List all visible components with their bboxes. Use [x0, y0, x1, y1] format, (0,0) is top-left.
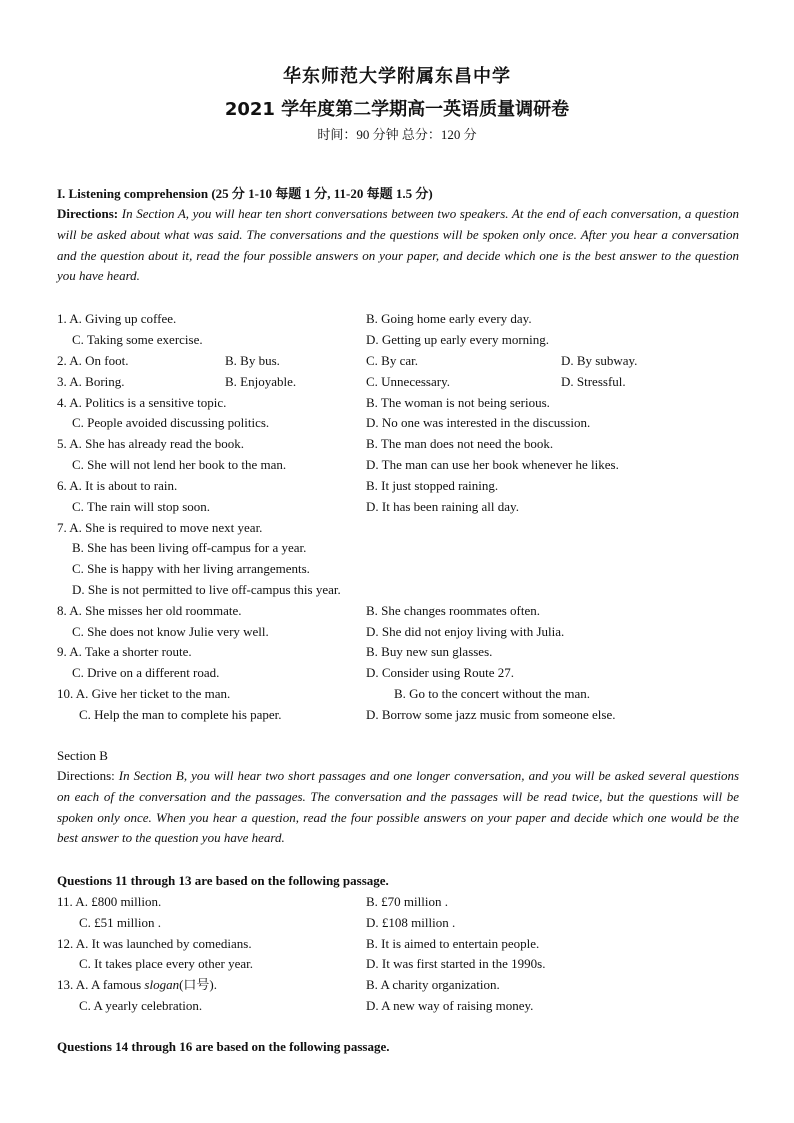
q1-option-c: C. Taking some exercise. — [72, 332, 203, 347]
q12-option-d: D. It was first started in the 1990s. — [366, 956, 546, 971]
q8-option-b: B. She changes roommates often. — [366, 603, 541, 618]
school-title: 华东师范大学附属东昌中学 — [283, 66, 511, 87]
q6-option-b: B. It just stopped raining. — [366, 478, 499, 493]
q3-option-c: C. Unnecessary. — [366, 374, 450, 389]
q1-option-b: B. Going home early every day. — [366, 311, 532, 326]
q11-option-b: B. £70 million . — [366, 894, 448, 909]
q7-option-b: B. She has been living off-campus for a year. — [72, 540, 307, 555]
q4-option-d: D. No one was interested in the discussion. — [366, 415, 591, 430]
exam-title: 2021 学年度第二学期高一英语质量调研卷 — [224, 99, 570, 120]
q10-option-a: 10. A. Give her ticket to the man. — [57, 686, 231, 701]
question-group-14-16: Questions 14 through 16 are based on the following passage. — [57, 1039, 390, 1054]
q8-option-c: C. She does not know Julie very well. — [72, 624, 269, 639]
q13-option-b: B. A charity organization. — [366, 977, 500, 992]
q11-option-a: 11. A. £800 million. — [57, 894, 162, 909]
q6-option-c: C. The rain will stop soon. — [72, 499, 211, 514]
directions-text: In Section A, you will hear ten short conversations between two speakers. At the end of each conversation, a question will be asked about what was said. The conversations and the questions will be spoken only once. After you hear a conversation and the question about it, read the four possible answers on your paper, and decide which one is the best answer to the question you have heard. — [57, 206, 739, 284]
q6-option-d: D. It has been raining all day. — [366, 499, 519, 514]
section-a-directions — [57, 204, 739, 287]
q12-option-c: C. It takes place every other year. — [79, 956, 253, 971]
q13a-suffix: (口号). — [179, 977, 217, 992]
section-b-title: Section B — [57, 748, 108, 763]
q2-option-c: C. By car. — [366, 353, 418, 368]
q7-option-c: C. She is happy with her living arrangements. — [72, 561, 310, 576]
q2-option-d: D. By subway. — [561, 353, 638, 368]
q8-option-d: D. She did not enjoy living with Julia. — [366, 624, 565, 639]
q4-option-c: C. People avoided discussing politics. — [72, 415, 270, 430]
q12-option-a: 12. A. It was launched by comedians. — [57, 936, 252, 951]
question-group-11-13: Questions 11 through 13 are based on the following passage. — [57, 873, 389, 888]
q3-option-b: B. Enjoyable. — [225, 374, 297, 389]
directions-text: In Section B, you will hear two short passages and one longer conversation, and you will be asked several questions on each of the conversation and the passages. The conversation and the passages will be read twice, but the questions will be spoken only once. When you hear a question, read the four possible answers on your paper and decide which one would be the best answer to the question you have heard. — [57, 768, 740, 846]
q13-option-c: C. A yearly celebration. — [79, 998, 203, 1013]
q11-option-c: C. £51 million . — [79, 915, 161, 930]
q3-option-d: D. Stressful. — [561, 374, 626, 389]
section-1-title: I. Listening comprehension (25 分 1-10 每题 1 分, 11-20 每题 1.5 分) — [57, 186, 433, 201]
q12-option-b: B. It is aimed to entertain people. — [366, 936, 540, 951]
q2-option-a: 2. A. On foot. — [57, 353, 129, 368]
q5-option-c: C. She will not lend her book to the man. — [72, 457, 287, 472]
q5-option-b: B. The man does not need the book. — [366, 436, 554, 451]
q1-option-d: D. Getting up early every morning. — [366, 332, 550, 347]
q9-option-a: 9. A. Take a shorter route. — [57, 644, 192, 659]
q9-option-d: D. Consider using Route 27. — [366, 665, 515, 680]
q7-option-d: D. She is not permitted to live off-campus this year. — [72, 582, 341, 597]
q11-option-d: D. £108 million . — [366, 915, 456, 930]
q1-option-a: 1. A. Giving up coffee. — [57, 311, 177, 326]
directions-label: Directions: — [57, 768, 115, 783]
q6-option-a: 6. A. It is about to rain. — [57, 478, 178, 493]
q13a-prefix: 13. A. A famous — [57, 977, 145, 992]
q4-option-b: B. The woman is not being serious. — [366, 395, 550, 410]
q13-option-a — [57, 977, 217, 993]
q3-option-a: 3. A. Boring. — [57, 374, 125, 389]
q10-option-d: D. Borrow some jazz music from someone else. — [366, 707, 616, 722]
q8-option-a: 8. A. She misses her old roommate. — [57, 603, 242, 618]
directions-label: Directions: — [57, 206, 119, 221]
q2-option-b: B. By bus. — [225, 353, 280, 368]
q9-option-b: B. Buy new sun glasses. — [366, 644, 493, 659]
q10-option-b: B. Go to the concert without the man. — [394, 686, 591, 701]
q13a-italic: slogan — [144, 977, 180, 992]
q9-option-c: C. Drive on a different road. — [72, 665, 220, 680]
q4-option-a: 4. A. Politics is a sensitive topic. — [57, 395, 227, 410]
q10-option-c: C. Help the man to complete his paper. — [79, 707, 282, 722]
q13-option-d: D. A new way of raising money. — [366, 998, 534, 1013]
q5-option-a: 5. A. She has already read the book. — [57, 436, 245, 451]
q7-option-a: 7. A. She is required to move next year. — [57, 520, 263, 535]
q5-option-d: D. The man can use her book whenever he likes. — [366, 457, 619, 472]
section-b-directions — [57, 766, 739, 849]
time-info: 时间：90 分钟 总分：120 分 — [317, 127, 477, 142]
